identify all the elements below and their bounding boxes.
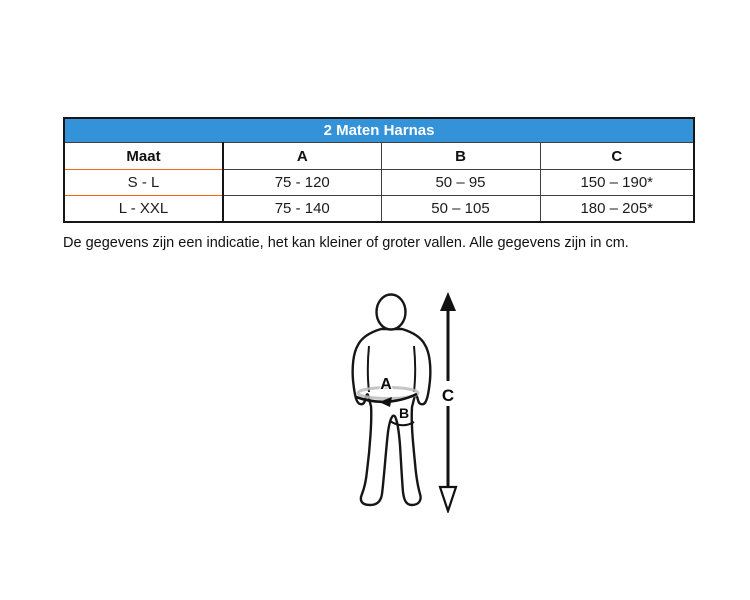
value-a: 75 - 120 — [223, 170, 381, 196]
label-c: C — [441, 386, 455, 405]
person-body-outline — [353, 329, 431, 505]
value-b: 50 – 105 — [381, 196, 540, 223]
person-measurement-figure — [340, 283, 470, 513]
column-header-maat: Maat — [64, 143, 223, 170]
table-title: 2 Maten Harnas — [64, 118, 694, 143]
label-b: B — [398, 405, 410, 421]
height-arrowhead-bottom — [440, 487, 456, 511]
column-header-c: C — [540, 143, 694, 170]
size-table — [63, 117, 695, 223]
table-header-row — [64, 143, 694, 170]
table-row — [64, 170, 694, 196]
value-c: 150 – 190* — [540, 170, 694, 196]
person-head — [377, 295, 406, 330]
value-b: 50 – 95 — [381, 170, 540, 196]
disclaimer-note: De gegevens zijn een indicatie, het kan kleiner of groter vallen. Alle gegevens zijn in cm. — [63, 235, 629, 251]
measurement-diagram — [340, 283, 470, 513]
value-a: 75 - 140 — [223, 196, 381, 223]
table-title-row — [64, 118, 694, 143]
label-a: A — [380, 376, 392, 393]
column-header-a: A — [223, 143, 381, 170]
table-row — [64, 196, 694, 223]
size-label: S - L — [64, 170, 223, 196]
column-header-b: B — [381, 143, 540, 170]
height-arrowhead-top — [440, 292, 456, 311]
value-c: 180 – 205* — [540, 196, 694, 223]
size-label: L - XXL — [64, 196, 223, 223]
